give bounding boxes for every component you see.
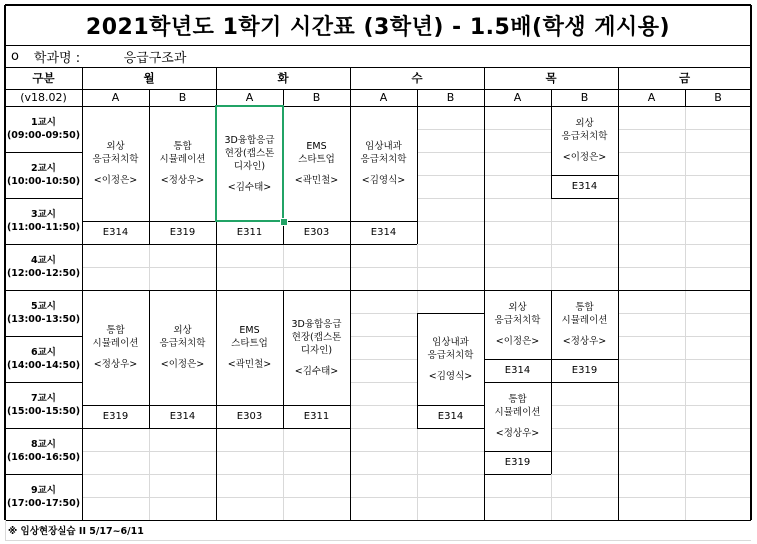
class-subject-line: 응급처치학 [360, 154, 407, 165]
period-name: 9교시 [31, 485, 56, 496]
grid-line [484, 474, 551, 475]
class-subject-line: 통합 [106, 325, 125, 336]
grid-line [5, 382, 82, 383]
grid-line [350, 106, 417, 107]
class-subject-line: 3D융합응급 [291, 318, 342, 330]
class-block [484, 382, 551, 451]
header-version: (v18.02) [20, 91, 67, 104]
grid-line [750, 5, 752, 520]
class-room: E314 [102, 227, 129, 238]
class-subject-line: 외상 [173, 325, 192, 336]
header-day-0: 월 [143, 71, 155, 85]
period-name: 3교시 [31, 209, 56, 220]
period-time: (14:00-14:50) [6, 360, 81, 371]
period-time: (16:00-16:50) [6, 452, 81, 463]
class-room: E314 [437, 411, 464, 422]
class-professor: <정상우> [495, 428, 540, 439]
grid-line [551, 106, 618, 107]
grid-line [551, 382, 552, 474]
grid-line [149, 221, 216, 222]
grid-line [417, 428, 484, 429]
grid-line [484, 89, 485, 106]
header-section-2: A [245, 91, 254, 104]
grid-line [283, 244, 350, 245]
class-professor: <곽민철> [294, 175, 339, 186]
grid-line [5, 244, 82, 245]
class-block [149, 106, 216, 221]
grid-line [216, 428, 283, 429]
class-block [216, 290, 283, 405]
class-block [283, 106, 350, 221]
class-room: E314 [370, 227, 397, 238]
header-section-5: B [446, 91, 455, 104]
class-subject-line: 디자인) [300, 344, 333, 356]
class-subject-line: EMS [239, 325, 260, 336]
period-label-3 [5, 198, 82, 244]
grid-line [551, 175, 618, 176]
class-subject-line: 통합 [173, 141, 192, 152]
class-subject-line: 외상 [575, 118, 594, 129]
grid-line [551, 290, 552, 382]
class-room: E314 [504, 365, 531, 376]
class-room: E314 [571, 181, 598, 192]
header-section-1: B [178, 91, 187, 104]
grid-line [484, 290, 551, 291]
period-time: (11:00-11:50) [6, 222, 81, 233]
grid-line [5, 4, 751, 6]
grid-line [350, 244, 417, 245]
grid-line [618, 290, 619, 382]
grid-line [551, 359, 618, 360]
grid-line [216, 290, 283, 291]
class-subject-line: 응급처치학 [427, 349, 474, 361]
grid-line [82, 106, 83, 244]
period-time: (13:00-13:50) [6, 314, 81, 325]
class-block [551, 106, 618, 175]
class-professor: <이정은> [93, 175, 138, 186]
period-name: 7교시 [31, 393, 56, 404]
header-section-4: A [379, 91, 388, 104]
class-subject-line: 응급처치학 [494, 315, 541, 326]
class-subject-line: 시뮬레이션 [159, 154, 206, 165]
grid-line [484, 359, 551, 360]
grid-line [350, 89, 351, 106]
header-gubun: 구분 [32, 71, 55, 85]
period-label-8 [5, 428, 82, 474]
header-day-1: 화 [277, 71, 289, 85]
period-time: (12:00-12:50) [6, 268, 81, 279]
grid-line [551, 290, 618, 291]
grid-line [417, 106, 418, 244]
class-subject-line: 응급처치학 [92, 154, 139, 165]
grid-line [685, 106, 686, 520]
header-day-2: 수 [411, 71, 423, 85]
grid-line [5, 428, 82, 429]
grid-line [283, 428, 350, 429]
class-subject-line: EMS [306, 141, 327, 152]
class-professor: <김영식> [361, 175, 406, 186]
grid-line [551, 106, 552, 198]
grid-line [551, 89, 552, 106]
selection-handle[interactable] [280, 218, 288, 226]
period-label-1 [5, 106, 82, 152]
class-room: E319 [169, 227, 196, 238]
class-block [350, 106, 417, 221]
grid-line [417, 405, 484, 406]
class-professor: <곽민철> [227, 359, 272, 370]
period-time: (09:00-09:50) [6, 130, 81, 141]
period-time: (10:00-10:50) [6, 176, 81, 187]
grid-line [149, 106, 150, 244]
dept-label: 학과명 : [33, 50, 81, 66]
grid-line [5, 45, 751, 46]
class-subject-line: 임상내과 [432, 336, 469, 348]
class-subject-line: 외상 [106, 141, 125, 152]
class-professor: <정상우> [160, 175, 205, 186]
grid-line [5, 336, 82, 337]
header-day-3: 목 [545, 71, 557, 85]
grid-line [417, 313, 484, 314]
grid-line [417, 313, 418, 428]
grid-line [216, 405, 283, 406]
grid-line [283, 106, 350, 107]
period-name: 6교시 [31, 347, 56, 358]
class-block [283, 290, 350, 405]
class-room: E314 [169, 411, 196, 422]
grid-line [618, 89, 619, 106]
dept-bullet: o [11, 48, 19, 64]
class-subject-line: 3D융합응급 [224, 134, 275, 146]
class-room: E319 [571, 365, 598, 376]
class-professor: <이정은> [562, 152, 607, 163]
class-block [149, 290, 216, 405]
grid-line [216, 244, 283, 245]
grid-line [82, 106, 149, 107]
grid-line [149, 106, 216, 107]
class-professor: <이정은> [495, 336, 540, 347]
header-day-4: 금 [678, 71, 691, 85]
grid-line [484, 451, 551, 452]
grid-line [82, 428, 149, 429]
header-section-6: A [513, 91, 522, 104]
header-section-3: B [312, 91, 321, 104]
class-subject-line: 디자인) [233, 160, 266, 172]
period-name: 1교시 [31, 117, 56, 128]
class-subject-line: 시뮬레이션 [494, 407, 541, 418]
period-name: 8교시 [31, 439, 56, 450]
grid-line [551, 198, 618, 199]
sheet-title: 2021학년도 1학기 시간표 (3학년) - 1.5배(학생 게시용) [85, 14, 671, 40]
grid-line [149, 290, 150, 428]
period-time: (17:00-17:50) [6, 498, 81, 509]
grid-line [5, 152, 82, 153]
period-label-6 [5, 336, 82, 382]
class-professor: <김영식> [428, 370, 473, 382]
class-subject-line: 통합 [575, 302, 594, 313]
grid-line [551, 382, 618, 383]
grid-line [82, 290, 149, 291]
grid-line [4, 5, 6, 520]
period-time: (15:00-15:50) [6, 406, 81, 417]
grid-line [216, 89, 217, 106]
class-block [417, 313, 484, 405]
grid-line [82, 221, 149, 222]
grid-line [5, 89, 751, 90]
grid-line [618, 106, 619, 198]
class-block [484, 290, 551, 359]
header-section-9: B [714, 91, 722, 104]
grid-line [216, 290, 217, 428]
grid-line [417, 89, 418, 106]
grid-line [82, 290, 83, 428]
class-room: E311 [303, 411, 330, 422]
grid-line [283, 221, 350, 222]
period-name: 5교시 [31, 301, 56, 312]
grid-line [484, 382, 551, 383]
class-professor: <이정은> [160, 359, 205, 370]
grid-line [484, 290, 485, 382]
grid-line [350, 221, 417, 222]
header-section-8: A [647, 91, 656, 104]
grid-line [82, 244, 149, 245]
class-subject-line: 응급처치학 [561, 131, 608, 142]
class-subject-line: 통합 [508, 394, 527, 405]
class-subject-line: 현장(캡스톤 [291, 331, 342, 343]
class-room: E311 [236, 227, 263, 238]
class-room: E303 [303, 227, 330, 238]
grid-line [5, 198, 82, 199]
class-block [551, 290, 618, 359]
grid-line [82, 89, 83, 106]
class-block [82, 290, 149, 405]
cell-selection[interactable] [215, 105, 284, 222]
class-subject-line: 시뮬레이션 [561, 315, 608, 326]
period-label-9 [5, 474, 82, 520]
class-professor: <정상우> [93, 359, 138, 370]
grid-line [5, 67, 751, 68]
grid-line [283, 89, 284, 106]
grid-line [283, 405, 350, 406]
grid-line [149, 89, 150, 106]
period-label-5 [5, 290, 82, 336]
grid-line [283, 290, 284, 428]
grid-line [149, 428, 216, 429]
grid-line [82, 405, 149, 406]
class-subject-line: 응급처치학 [159, 338, 206, 349]
class-room: E319 [102, 411, 129, 422]
class-subject-line: 외상 [508, 302, 527, 313]
period-name: 2교시 [31, 163, 56, 174]
grid-line [283, 290, 350, 291]
header-section-7: B [580, 91, 589, 104]
grid-line [5, 540, 751, 541]
grid-line [149, 405, 216, 406]
class-subject-line: 현장(캡스톤 [224, 147, 275, 159]
period-label-7 [5, 382, 82, 428]
class-block [82, 106, 149, 221]
class-subject-line: 임상내과 [365, 141, 402, 152]
grid-line [149, 290, 216, 291]
header-section-0: A [111, 91, 120, 104]
class-subject-line: 스타트업 [298, 154, 335, 165]
class-room: E303 [236, 411, 263, 422]
grid-line [484, 382, 485, 474]
period-name: 4교시 [31, 255, 56, 266]
grid-line [350, 290, 351, 428]
footer-note: ※ 임상현장실습 II 5/17~6/11 [8, 526, 144, 537]
grid-line [350, 106, 351, 244]
dept-name: 응급구조과 [123, 50, 187, 66]
period-label-4 [5, 244, 82, 290]
grid-line [5, 474, 82, 475]
grid-line [685, 89, 686, 106]
class-subject-line: 시뮬레이션 [92, 338, 139, 349]
period-label-2 [5, 152, 82, 198]
class-room: E319 [504, 457, 531, 468]
class-professor: <김수태> [227, 181, 272, 193]
grid-line [149, 244, 216, 245]
class-professor: <정상우> [562, 336, 607, 347]
class-subject-line: 스타트업 [231, 338, 268, 349]
grid-line [5, 520, 6, 540]
class-professor: <김수태> [294, 365, 339, 377]
